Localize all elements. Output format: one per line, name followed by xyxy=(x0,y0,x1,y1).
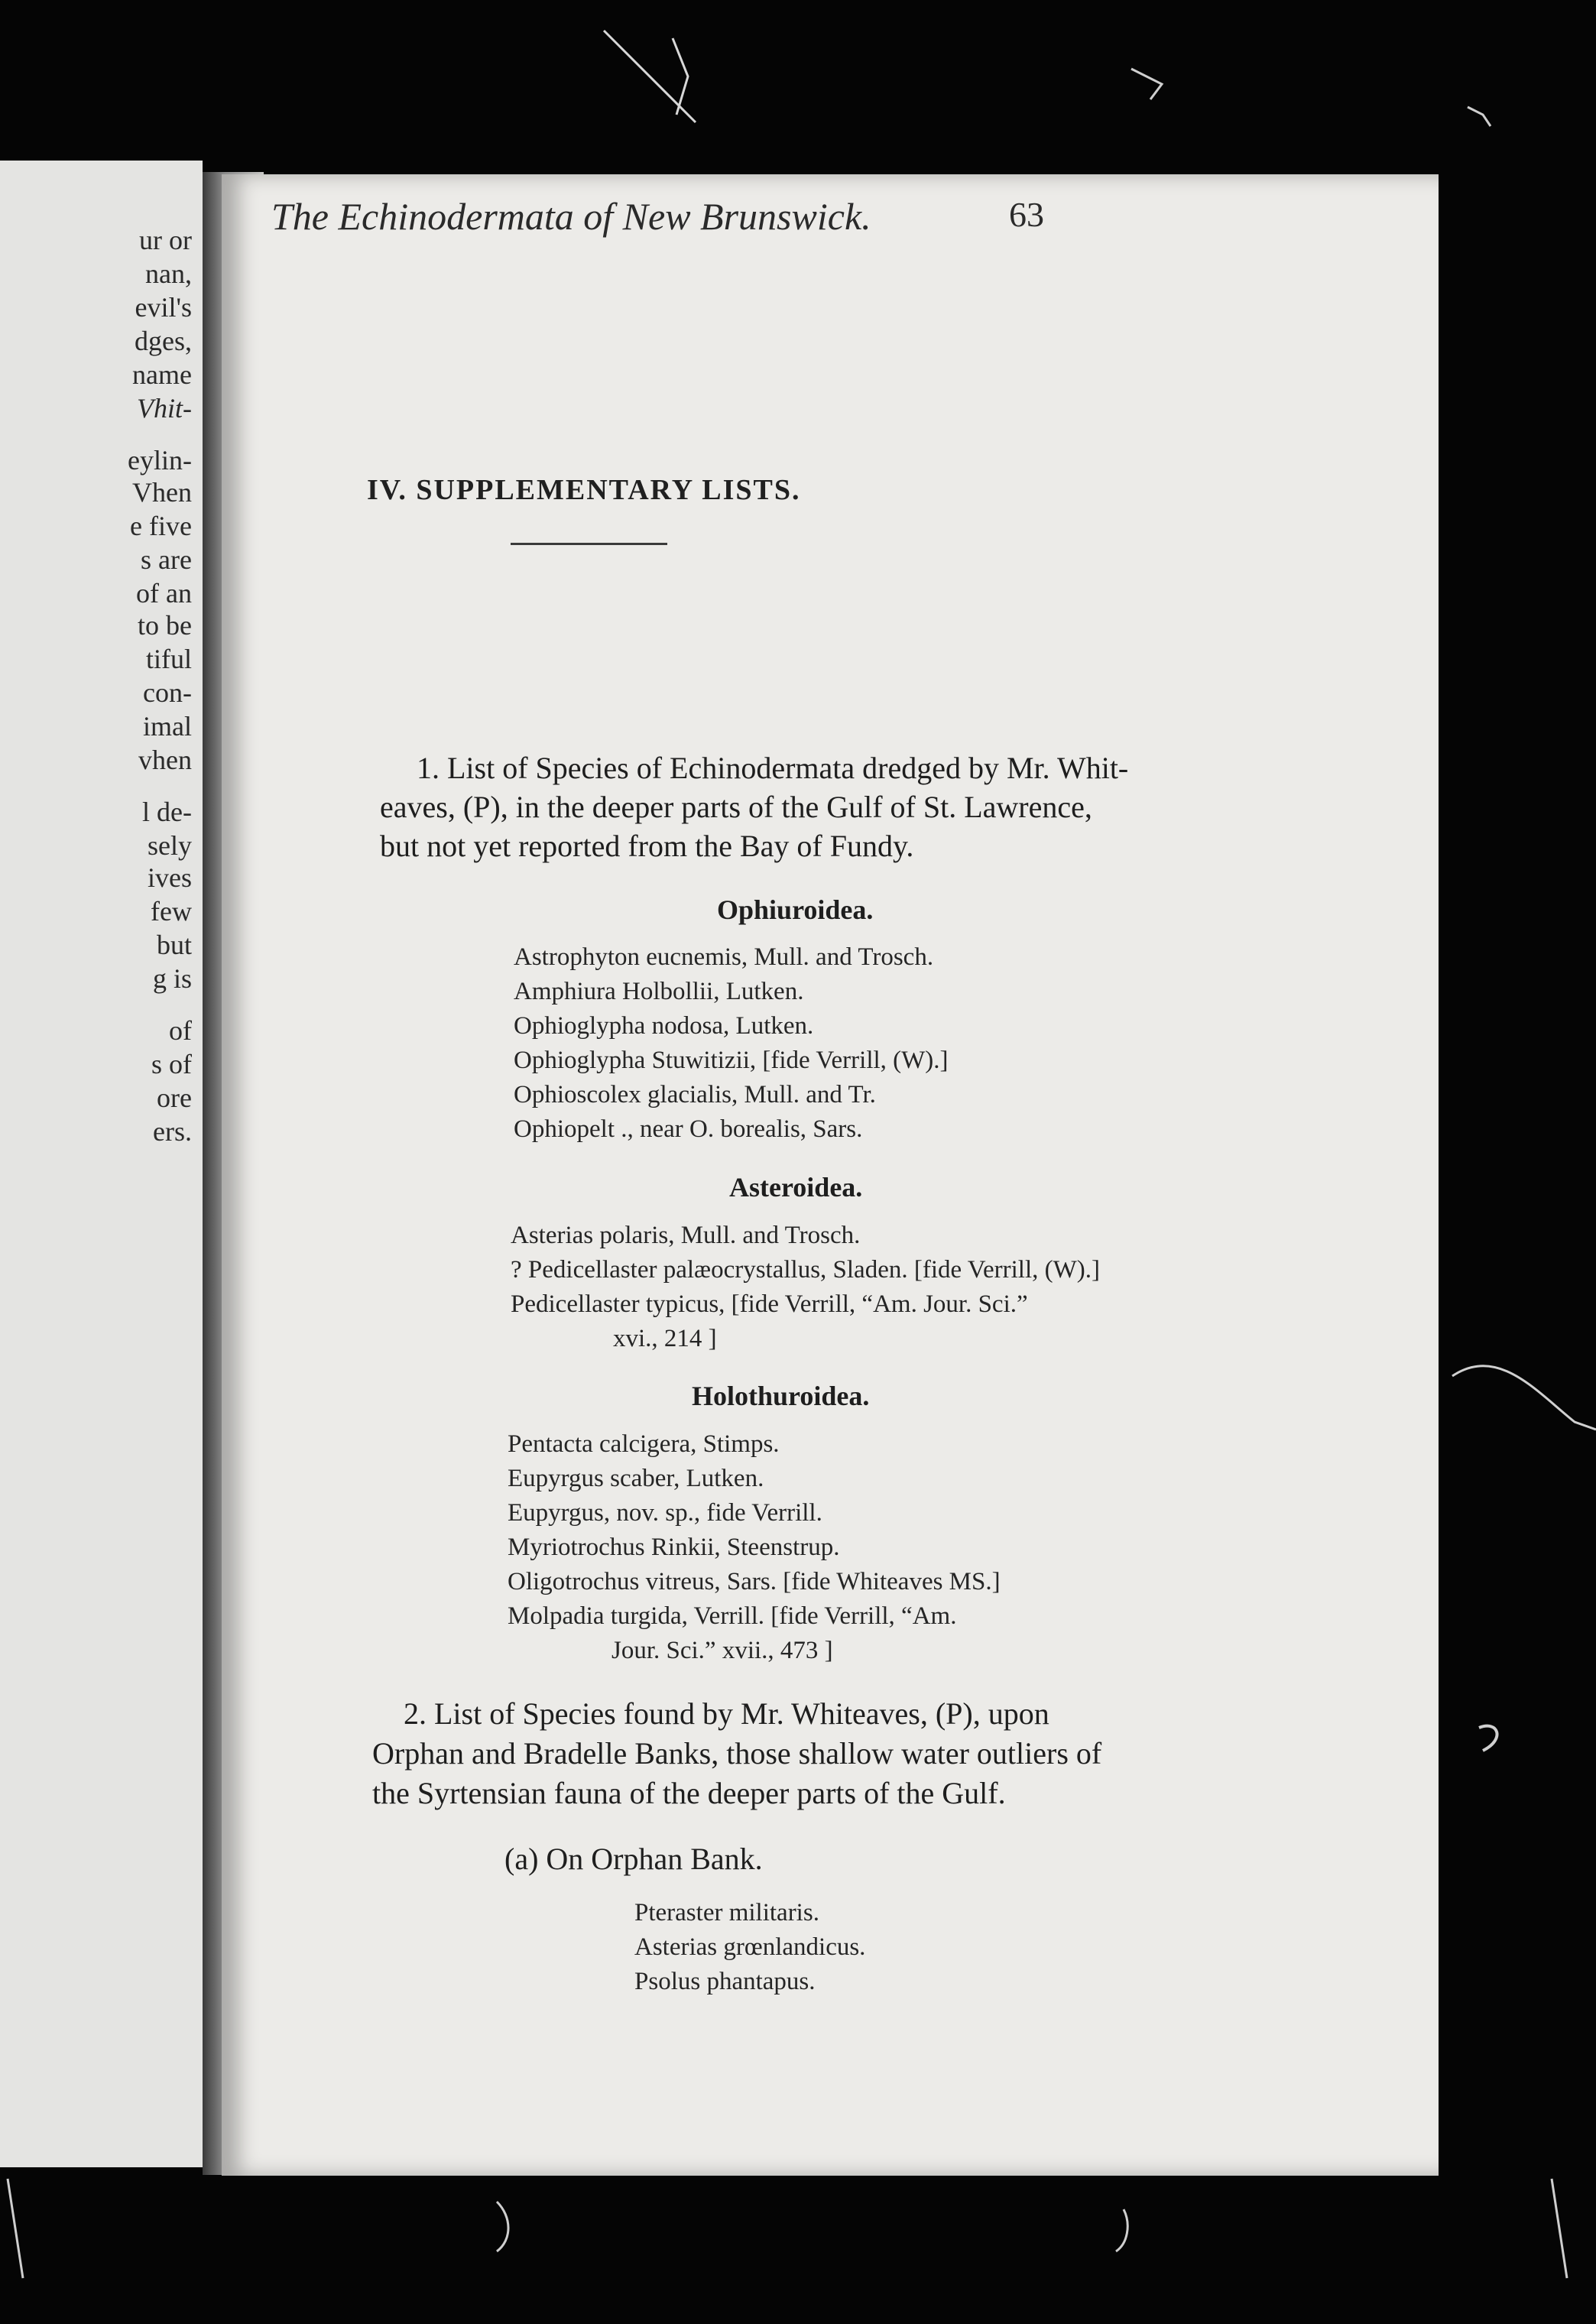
species-entry: Ophioscolex glacialis, Mull. and Tr. xyxy=(514,1081,876,1108)
species-entry: Pentacta calcigera, Stimps. xyxy=(508,1430,780,1458)
species-entry: Pedicellaster typicus, [fide Verrill, “Am. Jour. Sci.” xyxy=(511,1290,1028,1318)
species-entry: Ophioglypha Stuwitizii, [fide Verrill, (W).] xyxy=(514,1047,949,1074)
page-number: 63 xyxy=(1009,195,1044,234)
left-page-fragment: Vhit- xyxy=(137,393,192,424)
left-page-fragment: s are xyxy=(141,544,192,575)
left-page-fragment: few xyxy=(151,896,192,927)
section-title: IV. SUPPLEMENTARY LISTS. xyxy=(367,474,801,506)
list2-line-3: the Syrtensian fauna of the deeper parts of the Gulf. xyxy=(372,1776,1006,1810)
species-entry: Eupyrgus, nov. sp., fide Verrill. xyxy=(508,1499,822,1527)
ophiuroidea-heading: Ophiuroidea. xyxy=(717,894,874,925)
left-page-fragment: l de- xyxy=(142,797,192,827)
left-page-fragment: s of xyxy=(151,1049,192,1079)
left-page-fragment: evil's xyxy=(135,292,192,323)
left-page-fragment: dges, xyxy=(135,326,192,356)
list2-line-2: Orphan and Bradelle Banks, those shallow water outliers of xyxy=(372,1736,1102,1771)
species-entry: ? Pedicellaster palæocrystallus, Sladen. [fide Verrill, (W).] xyxy=(511,1256,1100,1284)
left-page-fragment: name xyxy=(132,359,192,390)
orphan-bank-subheading: (a) On Orphan Bank. xyxy=(504,1842,763,1876)
left-page-fragment: e five xyxy=(130,511,192,541)
left-facing-page xyxy=(0,161,203,2167)
left-page-fragment: ore xyxy=(157,1082,192,1113)
species-entry: Psolus phantapus. xyxy=(634,1968,816,1995)
species-entry: Myriotrochus Rinkii, Steenstrup. xyxy=(508,1534,840,1561)
species-entry: Pteraster militaris. xyxy=(634,1899,819,1926)
left-page-fragment: con- xyxy=(143,677,192,708)
title-rule xyxy=(511,543,667,545)
left-page-fragment: nan, xyxy=(145,258,192,289)
asteroidea-heading: Asteroidea. xyxy=(729,1172,863,1203)
species-entry: Oligotrochus vitreus, Sars. [fide Whiteaves MS.] xyxy=(508,1568,1001,1595)
left-page-fragment: of xyxy=(169,1015,192,1046)
left-page-fragment: ers. xyxy=(153,1116,192,1147)
species-entry: Eupyrgus scaber, Lutken. xyxy=(508,1465,764,1492)
species-entry: Astrophyton eucnemis, Mull. and Trosch. xyxy=(514,943,934,971)
species-entry: Molpadia turgida, Verrill. [fide Verrill, “Am. xyxy=(508,1602,957,1630)
running-title: The Echinodermata of New Brunswick. xyxy=(271,195,871,238)
list1-line-2: eaves, (P), in the deeper parts of the Gulf of St. Lawrence, xyxy=(380,790,1092,824)
left-page-fragment: imal xyxy=(143,711,192,742)
species-entry: Asterias grœnlandicus. xyxy=(634,1933,866,1961)
species-entry-continued: Jour. Sci.” xvii., 473 ] xyxy=(611,1637,833,1664)
left-page-fragment: g is xyxy=(152,963,192,994)
left-page-fragment: but xyxy=(156,930,192,960)
holothuroidea-heading: Holothuroidea. xyxy=(692,1381,870,1411)
left-page-fragment: to be xyxy=(138,610,192,641)
left-page-fragment: of an xyxy=(136,578,192,609)
list1-line-3: but not yet reported from the Bay of Fundy. xyxy=(380,829,914,863)
left-page-fragment: tiful xyxy=(146,644,192,674)
left-page-fragment: ur or xyxy=(139,225,192,255)
left-page-fragment: vhen xyxy=(138,745,192,775)
species-entry-continued: xvi., 214 ] xyxy=(613,1325,717,1352)
left-page-fragment: ives xyxy=(148,862,192,893)
list1-line-1: 1. List of Species of Echinodermata dredged by Mr. Whit- xyxy=(417,751,1129,785)
left-page-fragment: sely xyxy=(148,830,192,861)
species-entry: Ophioglypha nodosa, Lutken. xyxy=(514,1012,814,1040)
species-entry: Amphiura Holbollii, Lutken. xyxy=(514,978,804,1005)
list2-line-1: 2. List of Species found by Mr. Whiteaves, (P), upon xyxy=(404,1696,1049,1731)
left-page-fragment: Vhen xyxy=(132,477,192,508)
left-page-fragment: eylin- xyxy=(128,445,192,476)
species-entry: Asterias polaris, Mull. and Trosch. xyxy=(511,1222,861,1249)
species-entry: Ophiopelt ., near O. borealis, Sars. xyxy=(514,1115,863,1143)
